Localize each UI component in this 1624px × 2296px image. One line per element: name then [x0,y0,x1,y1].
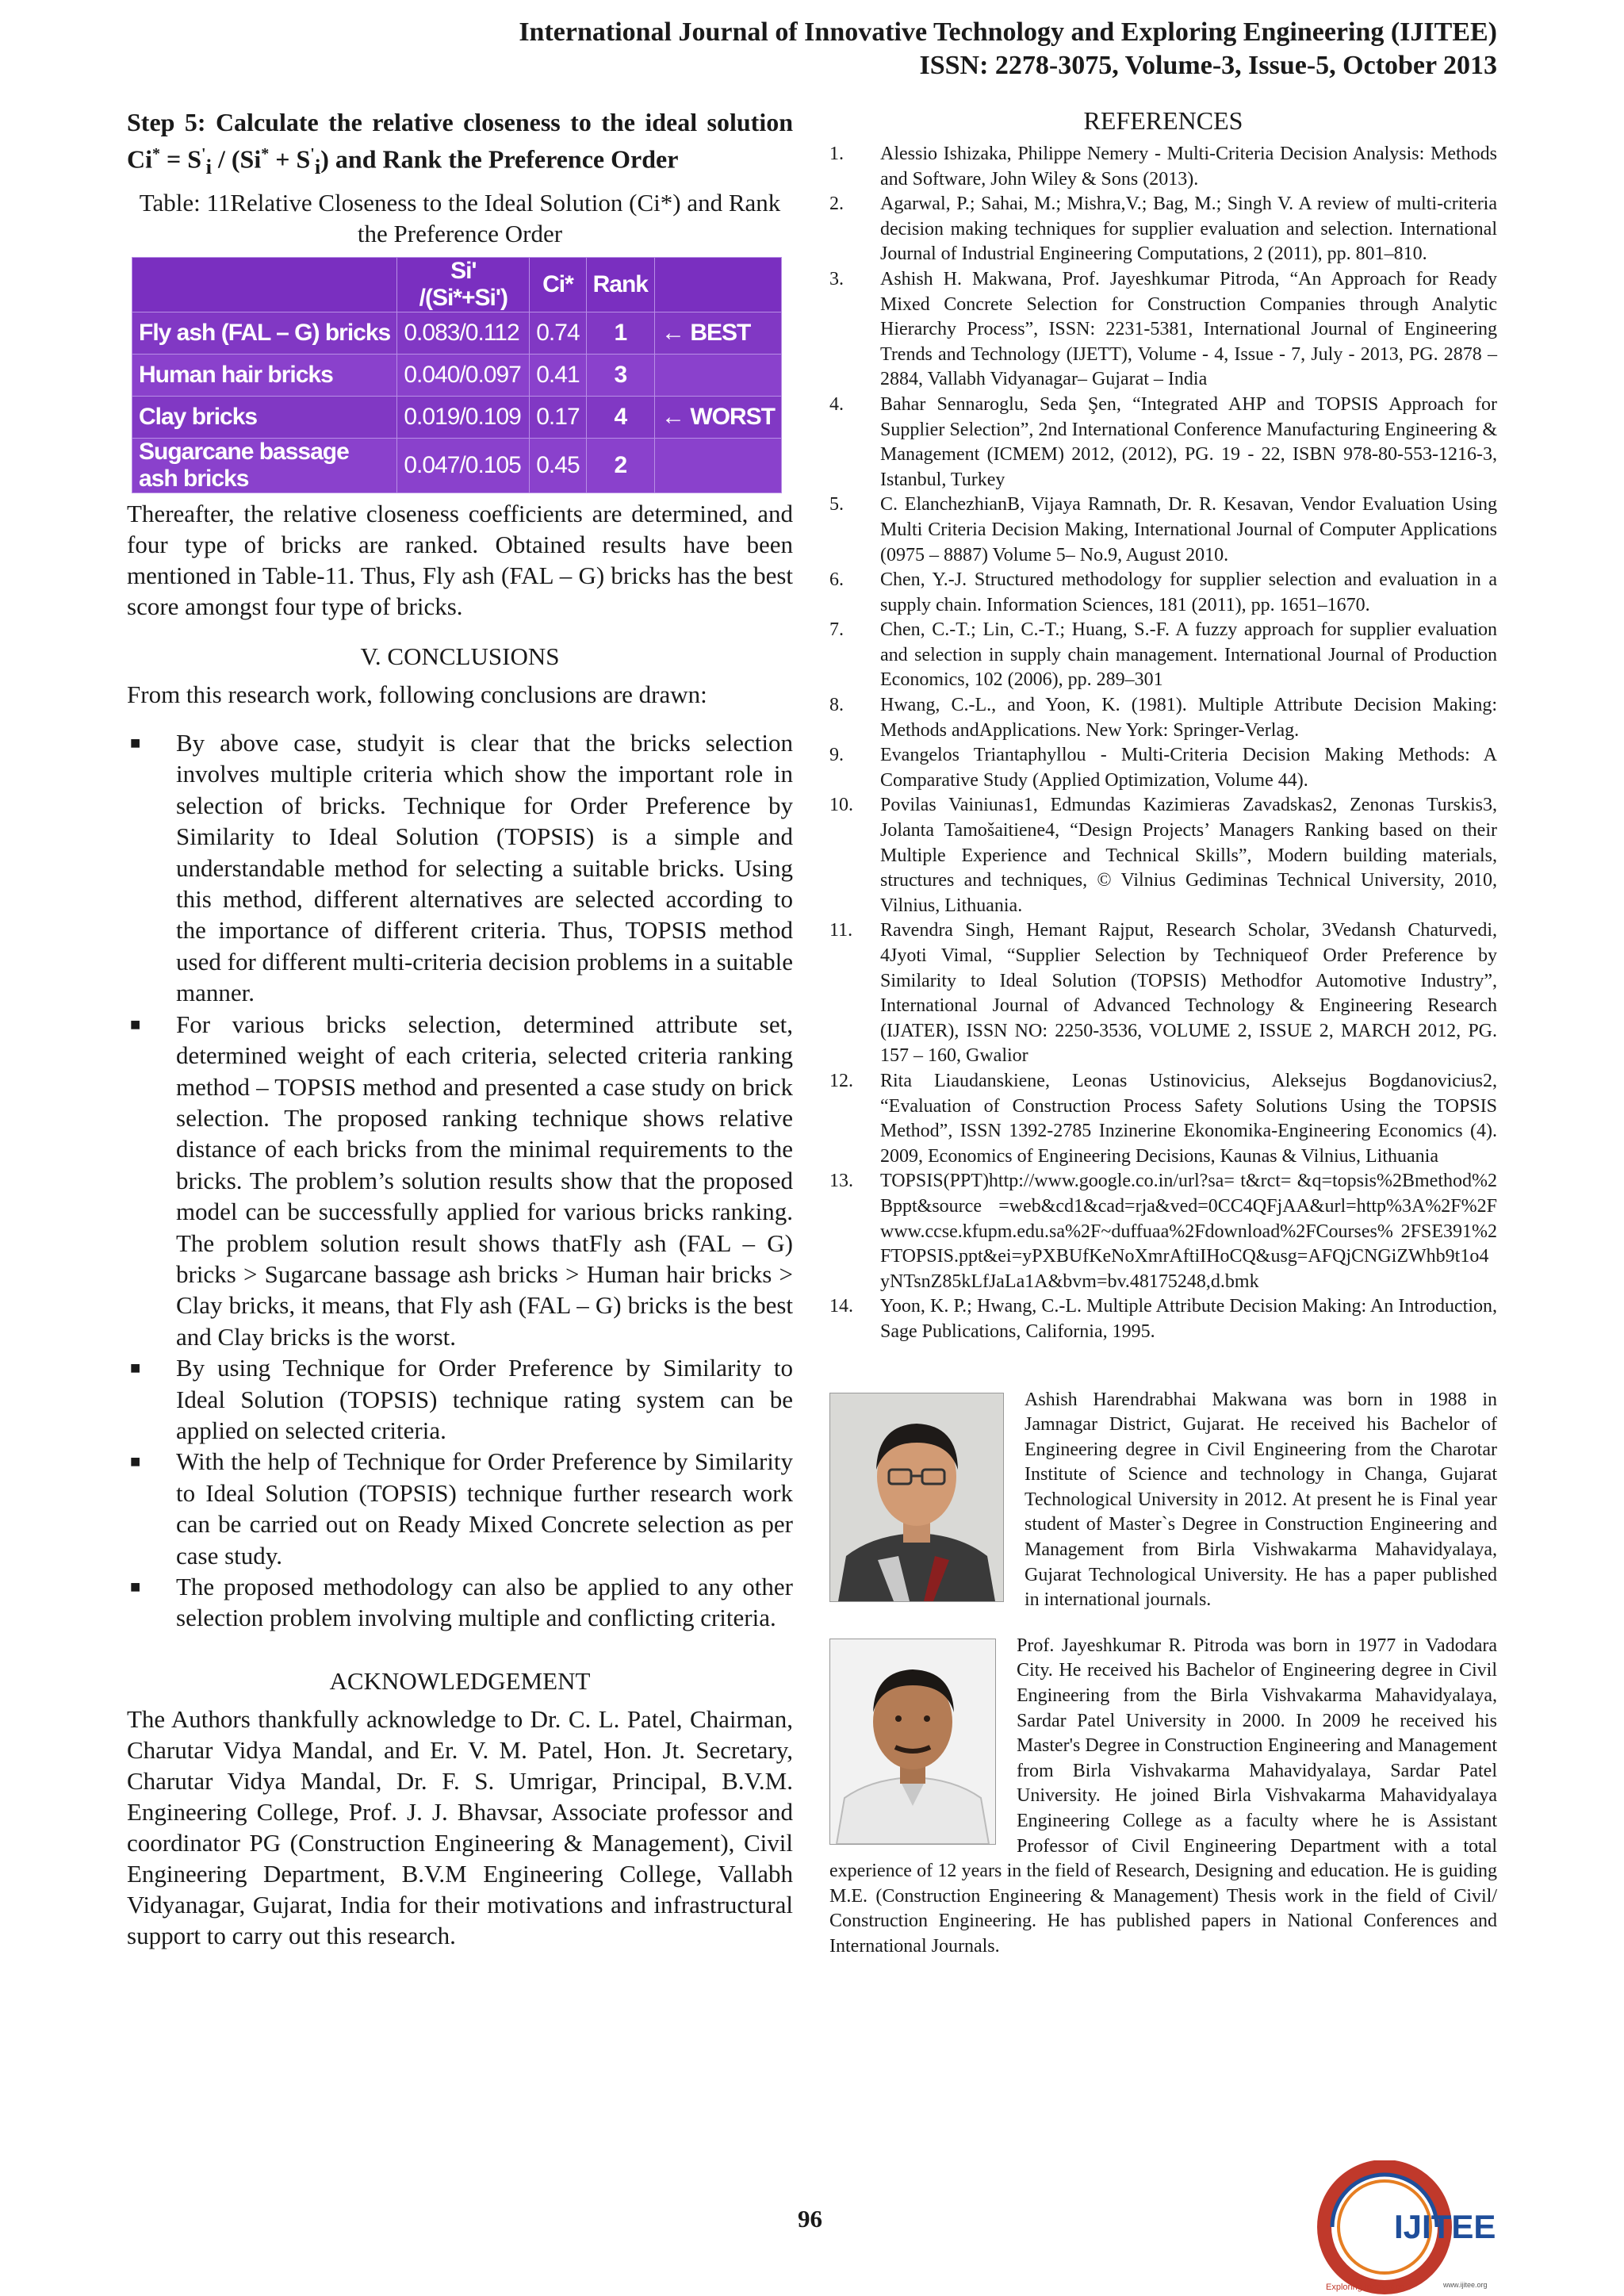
table-row [132,312,782,355]
left-column [127,106,793,1951]
rank-cell: 2 [586,439,654,493]
logo-url: www.ijitee.org [1443,2281,1488,2289]
brick-name: Fly ash (FAL – G) bricks [132,312,397,355]
bullet-icon: ■ [130,1451,141,1472]
list-item: 13. TOPSIS(PPT)http://www.google.co.in/url?sa= t&rct= &q=topsis%2Bmethod%2Bppt&source =web&cd1&cad=rja&ved=0CC4QFjAA&url=http%3A%2F%2Fwww.ccse.kfupm.edu.sa%2F~duffuaa%2Fdownload%2FCourses% 2FSE391%2FTOPSIS.ppt&ei=yPXBUfKeNoXmrAftiIHoCQ&usg=AFQjCNGiZWhb9t1o4yNTsnZ85kLfJaLa1A&bvm=bv.48175248,d.bmk [829,1171,1497,1292]
bullet-icon: ■ [130,733,141,753]
ratio-cell: 0.083/0.112 [397,312,530,355]
ranking-table [132,257,782,493]
journal-logo [1316,2160,1507,2295]
list-item: 6. Chen, Y.-J. Structured methodology for supplier selection and evaluation in a supply chain. Information Sciences, 181 (2011), pp. 1651–1670. [829,569,1497,615]
list-item: 2. Agarwal, P.; Sahai, M.; Mishra,V.; Bag, M.; Singh V. A review of multi-criteria decision making techniques for supplier evaluation and selection. International Journal of Industrial Engineering Computations, 2 (2011), pp. 801–810. [829,194,1497,265]
step-heading: Step 5: Calculate the relative closeness to the ideal solution $Ci^* = S'_i / (Si^* + S'_i)$ and Rank the Preference Order [127,108,793,179]
journal-header [519,16,1497,82]
ci-cell: 0.74 [530,312,586,355]
rank-cell: 1 [586,312,654,355]
ratio-cell: 0.019/0.109 [397,397,530,439]
bullet-icon: ■ [130,1358,141,1378]
list-item: ■ The proposed methodology can also be applied to any other selection problem involving multiple and conflicting criteria. [130,1573,793,1632]
list-item: 1. Alessio Ishizaka, Philippe Nemery - Multi-Criteria Decision Analysis: Methods and Software, John Wiley & Sons (2013). [829,144,1497,190]
worst-tag: ← WORST [654,397,781,439]
list-item: ■ With the help of Technique for Order Preference by Similarity to Ideal Solution (TOPSIS) technique further research work can be carried out on Ready Mixed Concrete selection as per case study. [130,1447,793,1570]
conclusions-heading: V. CONCLUSIONS [360,642,560,671]
rank-cell: 3 [586,355,654,397]
list-item: 5. C. ElanchezhianB, Vijaya Ramnath, Dr. R. Kesavan, Vendor Evaluation Using Multi Criteria Decision Making, International Journal of Computer Applications (0975 – 8887) Volume 5– No.9, August 2010. [829,494,1497,565]
ci-cell: 0.41 [530,355,586,397]
journal-title: International Journal of Innovative Technology and Exploring Engineering (IJITEE) [519,17,1497,47]
brick-name: Human hair bricks [132,355,397,397]
best-tag: ← BEST [654,312,781,355]
results-paragraph: Thereafter, the relative closeness coefficients are determined, and four type of bricks are ranked. Obtained results have been mentioned in Table-11. Thus, Fly ash (FAL – G) bricks has the best score amongst four type of bricks. [127,500,793,621]
header-ratio: Si' /(Si*+Si') [397,258,530,312]
acknowledgement-text: The Authors thankfully acknowledge to Dr. C. L. Patel, Chairman, Charutar Vidya Mandal, and Er. V. M. Patel, Hon. Jt. Secretary, Charutar Vidya Mandal, Dr. F. S. Umrigar, Principal, B.V.M. Engineering College, Prof. J. J. Bhavsar, Associate professor and coordinator PG (Construction Engineering & Management), Civil Engineering Department, B.V.M Engineering College, Vallabh Vidyanagar, Gujarat, India for their motivations and infrastructural support to carry out this research. [127,1704,793,1949]
list-item: 11. Ravendra Singh, Hemant Rajput, Research Scholar, 3Vedansh Chaturvedi, 4Jyoti Vimal, “Supplier Selection by Techniqueof Order Preference by Similarity to Ideal Solution (TOPSIS) Methodfor Automotive Industry”, International Journal of Advanced Technology & Engineering Research (IJATER), ISSN NO: 2250-3536, VOLUME 2, ISSUE 2, MARCH 2012, PG. 157 – 160, Gwalior [829,920,1497,1067]
list-item: ■ By using Technique for Order Preference by Similarity to Ideal Solution (TOPSIS) technique rating system can be applied on selected criteria. [130,1354,793,1444]
list-item: 8. Hwang, C.-L., and Yoon, K. (1981). Multiple Attribute Decision Making: Methods andApplications. New York: Springer-Verlag. [829,695,1497,741]
conclusions-list [127,727,793,1634]
references-heading: REFERENCES [1083,106,1243,135]
table-row [132,439,782,493]
journal-issn: ISSN: 2278-3075, Volume-3, Issue-5, October 2013 [919,51,1497,80]
list-item: 14. Yoon, K. P.; Hwang, C.-L. Multiple Attribute Decision Making: An Introduction, Sage Publications, California, 1995. [829,1296,1497,1342]
list-item: ■ By above case, studyit is clear that the bricks selection involves multiple criteria which show the important role in selection of bricks. Technique for Order Preference by Similarity to Ideal Solution (TOPSIS) is a simple and understandable method for selecting a suitable bricks. Using this method, different alternatives are selected according to the importance of different criteria. Thus, TOPSIS method used for different multi-criteria decision problems in a suitable manner. [130,729,793,1007]
bullet-icon: ■ [130,1577,141,1597]
conclusions-intro: From this research work, following conclusions are drawn: [127,680,707,709]
list-item: 7. Chen, C.-T.; Lin, C.-T.; Huang, S.-F. A fuzzy approach for supplier evaluation and selection in supply chain management. International Journal of Production Economics, 102 (2006), pp. 289–301 [829,619,1497,691]
brick-name: Clay bricks [132,397,397,439]
table-row [132,355,782,397]
references-list [829,142,1497,1345]
bullet-icon: ■ [130,1014,141,1034]
ci-cell: 0.45 [530,439,586,493]
list-item: 12. Rita Liaudanskiene, Leonas Ustinovicius, Aleksejus Bogdanovicius2, “Evaluation of Construction Process Safety Solutions Using the TOPSIS Method”, ISSN 1392-2785 Inzinerine Ekonomika-Engineering Economics (4). 2009, Economics of Engineering Decisions, Kaunas & Vilnius, Lithuania [829,1070,1497,1167]
list-item: 3. Ashish H. Makwana, Prof. Jayeshkumar Pitroda, “An Approach for Ready Mixed Concrete Selection for Construction Companies through Analytic Hierarchy Process”, ISSN: 2231-5381, International Journal of Engineering Trends and Technology (IJETT), Volume - 4, Issue - 7, July - 2013, PG. 2878 – 2884, Vallabh Vidyanagar– Gujarat – India [829,268,1497,390]
logo-text: IJITEE [1394,2208,1496,2245]
acknowledgement-heading: ACKNOWLEDGEMENT [329,1666,591,1695]
right-column [829,106,1497,1960]
author-bio-2: Prof. Jayeshkumar R. Pitroda was born in 1977 in Vadodara City. He received his Bachelor of Engineering degree in Civil Engineering from the Birla Vishvakarma Mahavidyalaya, Sardar Patel University in 2000. In 2009 he received his Master's Degree in Construction Engineering and Management from Birla Vishvakarma Mahavidyalaya, Sardar Patel University. He joined Birla Vishvakarma Mahavidyalaya Engineering College as a faculty where he is Assistant Professor of Civil Engineering Department with a total experience of 12 years in the field of Research, Designing and education. He is guiding M.E. (Construction Engineering & Management) Thesis work in the field of Civil/ Construction Engineering. He has published papers in National Conferences and International Journals. [829,1635,1497,1957]
page-number: 96 [798,2205,822,2233]
ratio-cell: 0.040/0.097 [397,355,530,397]
rank-cell: 4 [586,397,654,439]
table-header-row [132,258,782,312]
tag-cell [654,439,781,493]
list-item: 10. Povilas Vainiunas1, Edmundas Kazimieras Zavadskas2, Zenonas Turskis3, Jolanta Tamošaitiene4, “Design Projects’ Managers Ranking based on their Multiple Experience and Technical Skills”, Modern building materials, structures and techniques, © Vilnius Gediminas Technical University, 2010, Vilnius, Lithuania. [829,795,1497,916]
ratio-cell: 0.047/0.105 [397,439,530,493]
author-bio-1: Ashish Harendrabhai Makwana was born in 1988 in Jamnagar District, Gujarat. He received his Bachelor of Engineering degree in Civil Engineering from the Charotar Institute of Science and technology in Changa, Gujarat Technological University in 2012. At present he is Final year student of Master`s Degree in Construction Engineering and Management from Birla Vishwakarma Mahavidyalaya, Gujarat Technological University. He has a paper published in international journals. [829,1388,1497,1613]
list-item: 9. Evangelos Triantaphyllou - Multi-Criteria Decision Making Methods: A Comparative Study (Applied Optimization, Volume 44). [829,745,1497,791]
brick-name: Sugarcane bassage ash bricks [132,439,397,493]
header-ci: Ci* [530,258,586,312]
list-item: 4. Bahar Sennaroglu, Seda Şen, “Integrated AHP and TOPSIS Approach for Supplier Selection”, 2nd International Conference Manufacturing Engineering & Management (ICMEM) 2012, (2012), PG. 19 - 22, ISBN 978-80-553-1216-3, Istanbul, Turkey [829,393,1497,490]
ci-cell: 0.17 [530,397,586,439]
logo-tagline: Exploring Innovation [1326,2283,1405,2292]
list-item: ■ For various bricks selection, determined attribute set, determined weight of each criteria, selected criteria ranking method – TOPSIS method and presented a case study on brick selection. The proposed ranking technique shows relative distance of each bricks from the minimal requirements to the bricks. The problem’s solution results show that the proposed model can be successfully applied for various bricks ranking. The problem solution result shows thatFly ash (FAL – G) bricks > Sugarcane bassage ash bricks > Human hair bricks > Clay bricks, it means, that Fly ash (FAL – G) bricks is the best and Clay bricks is the worst. [130,1010,793,1351]
author-photo-1 [829,1393,1004,1602]
header-rank: Rank [586,258,654,312]
tag-cell [654,355,781,397]
table-row [132,397,782,439]
author-photo-2 [829,1639,996,1845]
table-caption: Table: 11Relative Closeness to the Ideal Solution (Ci*) and Rank the Preference Order [139,189,781,248]
